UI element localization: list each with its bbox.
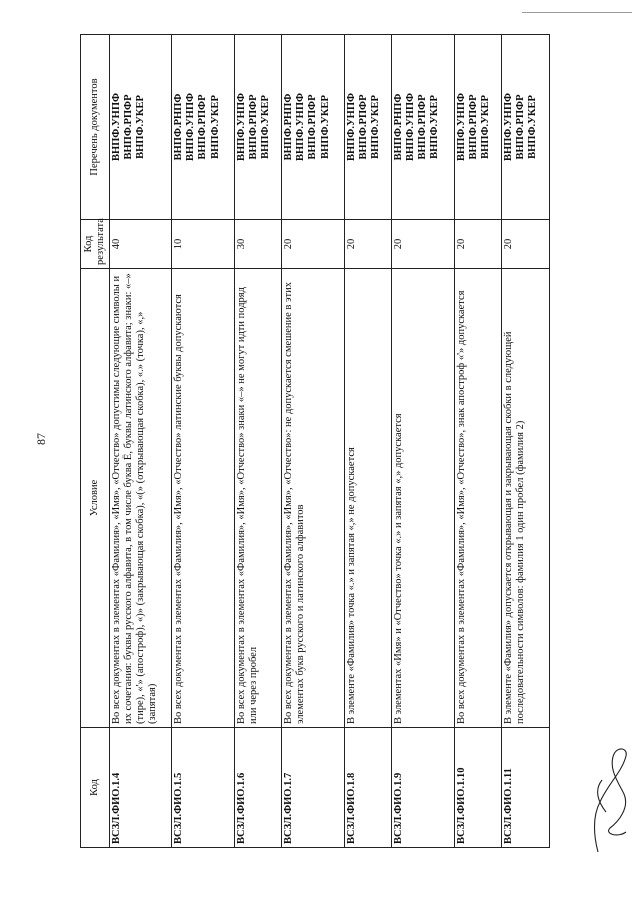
rotated-table-container xyxy=(80,63,550,848)
doc-item: ВНПФ.УКЕР xyxy=(135,95,147,159)
doc-item: ВНПФ.УНПФ xyxy=(295,92,307,162)
row-condition: Во всех документах в элементах «Фамилия», «Имя», «Отчество» допустимы следующие символы и их сочетания: буквы русского алфавита, в том числе буква Ё, буквы латинского алфавита; знаки: «–» (тире), «'» (апостроф), «)» (закрывающая скобка), «(» (открывающая скобка), «.» (точка), «,» (запятая) xyxy=(110,269,172,728)
row-condition: Во всех документах в элементах «Фамилия», «Имя», «Отчество» знаки «–» не могут идти подряд или через пробел xyxy=(234,269,282,728)
doc-item: ВНПФ.РПФР xyxy=(247,94,259,160)
doc-item: ВНПФ.РПФР xyxy=(307,94,319,160)
row-docs xyxy=(234,35,282,220)
row-code: ВСЗЛ.ФИО.1.5 xyxy=(172,728,234,848)
doc-item: ВНПФ.УНПФ xyxy=(503,92,515,162)
row-docs xyxy=(172,35,234,220)
row-result: 20 xyxy=(282,220,344,269)
doc-item: ВНПФ.УКЕР xyxy=(429,95,441,159)
table-row xyxy=(344,35,392,848)
table-row xyxy=(454,35,502,848)
table-row xyxy=(234,35,282,848)
doc-item: ВНПФ.РПФР xyxy=(515,94,527,160)
row-code: ВСЗЛ.ФИО.1.11 xyxy=(502,728,550,848)
doc-item: ВНПФ.УКЕР xyxy=(369,95,381,159)
doc-item: ВНПФ.РНПФ xyxy=(173,93,185,161)
row-condition: Во всех документах в элементах «Фамилия», «Имя», «Отчество» латинские буквы допускаются xyxy=(172,269,234,728)
doc-item: ВНПФ.УНПФ xyxy=(235,92,247,162)
doc-item: ВНПФ.РНПФ xyxy=(283,93,295,161)
row-code: ВСЗЛ.ФИО.1.6 xyxy=(234,728,282,848)
doc-item: ВНПФ.РНПФ xyxy=(393,93,405,161)
doc-item: ВНПФ.УНПФ xyxy=(405,92,417,162)
row-code: ВСЗЛ.ФИО.1.4 xyxy=(110,728,172,848)
doc-item: ВНПФ.РПФР xyxy=(123,94,135,160)
doc-item: ВНПФ.РПФР xyxy=(357,94,369,160)
table-row xyxy=(282,35,344,848)
row-condition: В элементе «Фамилия» допускается открывающая и закрывающая скобки в следующей последовательности символов: фамилия 1 один пробел (фамилия 2) xyxy=(502,269,550,728)
header-docs: Перечень документов xyxy=(81,35,110,220)
table-row xyxy=(392,35,454,848)
doc-item: ВНПФ.РПФР xyxy=(417,94,429,160)
row-condition: В элементах «Имя» и «Отчество» точка «.» и запятая «,» допускается xyxy=(392,269,454,728)
doc-item: ВНПФ.УКЕР xyxy=(527,95,539,159)
validation-rules-table xyxy=(80,34,550,848)
doc-item: ВНПФ.УНПФ xyxy=(185,92,197,162)
table-row xyxy=(110,35,172,848)
row-result: 10 xyxy=(172,220,234,269)
row-result: 40 xyxy=(110,220,172,269)
table-header-row xyxy=(81,35,110,848)
header-result-code: Код результата xyxy=(81,220,110,269)
doc-item: ВНПФ.РПФР xyxy=(197,94,209,160)
row-result: 20 xyxy=(392,220,454,269)
table-row xyxy=(172,35,234,848)
page-number: 87 xyxy=(34,433,48,445)
row-code: ВСЗЛ.ФИО.1.8 xyxy=(344,728,392,848)
row-result: 20 xyxy=(502,220,550,269)
row-docs xyxy=(392,35,454,220)
row-docs xyxy=(454,35,502,220)
header-code: Код xyxy=(81,728,110,848)
row-condition: Во всех документах в элементах «Фамилия», «Имя», «Отчество»: не допускается смешение в этих элементах букв русского и латинского алфавитов xyxy=(282,269,344,728)
table-row xyxy=(502,35,550,848)
row-code: ВСЗЛ.ФИО.1.7 xyxy=(282,728,344,848)
row-docs xyxy=(344,35,392,220)
row-condition: В элементе «Фамилия» точка «.» и запятая «,» не допускается xyxy=(344,269,392,728)
doc-item: ВНПФ.УКЕР xyxy=(479,95,491,159)
row-result: 20 xyxy=(454,220,502,269)
handwritten-signature xyxy=(588,742,636,857)
scan-edge-line xyxy=(522,12,632,13)
doc-item: ВНПФ.УКЕР xyxy=(209,95,221,159)
doc-item: ВНПФ.УКЕР xyxy=(259,95,271,159)
row-docs xyxy=(110,35,172,220)
row-condition: Во всех документах в элементах «Фамилия», «Имя», «Отчество», знак апостроф «'» допускается xyxy=(454,269,502,728)
doc-item: ВНПФ.УНПФ xyxy=(455,92,467,162)
doc-item: ВНПФ.РПФР xyxy=(467,94,479,160)
row-docs xyxy=(282,35,344,220)
row-docs xyxy=(502,35,550,220)
row-result: 20 xyxy=(344,220,392,269)
doc-item: ВНПФ.УКЕР xyxy=(319,95,331,159)
row-code: ВСЗЛ.ФИО.1.9 xyxy=(392,728,454,848)
header-condition: Условие xyxy=(81,269,110,728)
doc-item: ВНПФ.УНПФ xyxy=(345,92,357,162)
row-result: 30 xyxy=(234,220,282,269)
doc-item: ВНПФ.УНПФ xyxy=(111,92,122,162)
row-code: ВСЗЛ.ФИО.1.10 xyxy=(454,728,502,848)
